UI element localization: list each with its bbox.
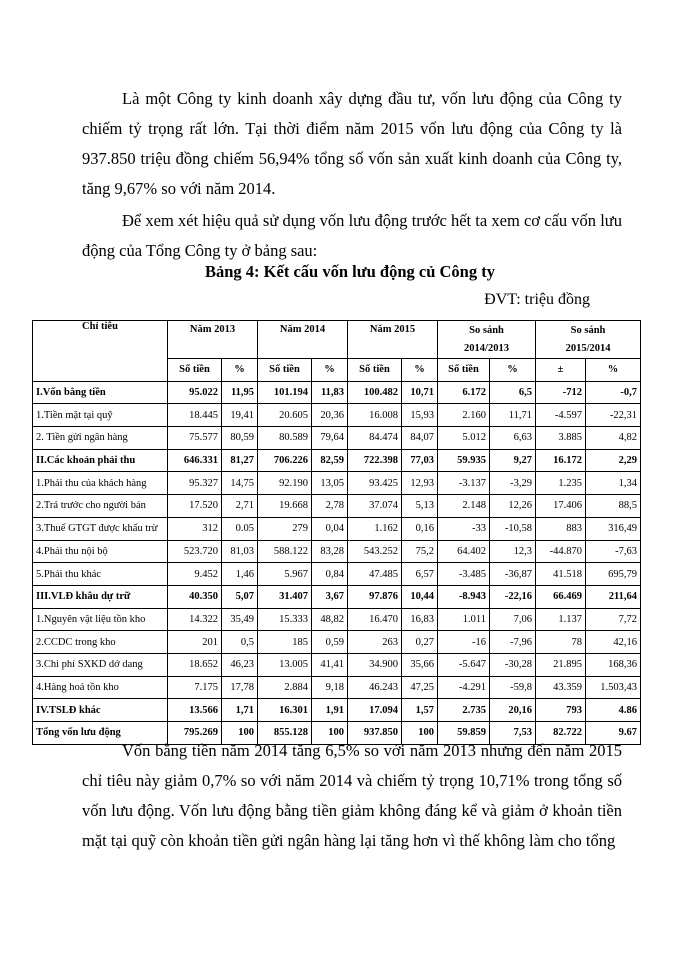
header-amount: Số tiền <box>258 359 312 382</box>
cell-value: 695,79 <box>586 563 641 586</box>
cell-value: 2.160 <box>438 404 490 427</box>
cell-value: 34.900 <box>348 653 402 676</box>
cell-value: 706.226 <box>258 449 312 472</box>
cell-value: 16,83 <box>402 608 438 631</box>
cell-value: 12,93 <box>402 472 438 495</box>
cell-value: 37.074 <box>348 495 402 518</box>
cell-value: 35,49 <box>222 608 258 631</box>
cell-value: 0,04 <box>312 517 348 540</box>
cell-value: 10,44 <box>402 585 438 608</box>
cell-value: 83,28 <box>312 540 348 563</box>
cell-value: 19.668 <box>258 495 312 518</box>
cell-value: 1.503,43 <box>586 676 641 699</box>
unit-label: ĐVT: triệu đồng <box>484 291 590 308</box>
cell-value: 722.398 <box>348 449 402 472</box>
cell-value: 5.967 <box>258 563 312 586</box>
cell-value: 41,41 <box>312 653 348 676</box>
cell-value: 18.652 <box>168 653 222 676</box>
cell-value: 9.452 <box>168 563 222 586</box>
cell-value: 18.445 <box>168 404 222 427</box>
cell-value: 17,78 <box>222 676 258 699</box>
cell-value: 84,07 <box>402 427 438 450</box>
cell-value: 1.137 <box>536 608 586 631</box>
cell-value: 75.577 <box>168 427 222 450</box>
cell-value: -36,87 <box>490 563 536 586</box>
cell-value: 12,26 <box>490 495 536 518</box>
header-percent: % <box>586 359 641 382</box>
cell-value: 81,03 <box>222 540 258 563</box>
cell-value: -4.291 <box>438 676 490 699</box>
cell-value: 17.520 <box>168 495 222 518</box>
table-row <box>33 495 641 518</box>
cell-value: 937.850 <box>348 722 402 745</box>
table-row <box>33 653 641 676</box>
row-label: 1.Nguyên vật liệu tồn kho <box>33 608 168 631</box>
cell-value: -8.943 <box>438 585 490 608</box>
header-indicator: Chỉ tiêu <box>33 321 168 382</box>
cell-value: 77,03 <box>402 449 438 472</box>
cell-value: 48,82 <box>312 608 348 631</box>
row-label: 3.Thuế GTGT được khấu trừ <box>33 517 168 540</box>
header-percent: % <box>222 359 258 382</box>
header-amount: Số tiền <box>168 359 222 382</box>
cell-value: 15,93 <box>402 404 438 427</box>
cell-value: 84.474 <box>348 427 402 450</box>
cell-value: 0,84 <box>312 563 348 586</box>
cell-value: -22,31 <box>586 404 641 427</box>
cell-value: 17.094 <box>348 699 402 722</box>
cell-value: 855.128 <box>258 722 312 745</box>
cell-value: 1.235 <box>536 472 586 495</box>
cell-value: 2,78 <box>312 495 348 518</box>
cell-value: 12,3 <box>490 540 536 563</box>
working-capital-table <box>32 320 641 745</box>
cell-value: 43.359 <box>536 676 586 699</box>
cell-value: 79,64 <box>312 427 348 450</box>
cell-value: 543.252 <box>348 540 402 563</box>
cell-value: 11,95 <box>222 381 258 404</box>
cell-value: 46.243 <box>348 676 402 699</box>
cell-value: 588.122 <box>258 540 312 563</box>
cell-value: 20,16 <box>490 699 536 722</box>
cell-value: 14.322 <box>168 608 222 631</box>
cell-value: 795.269 <box>168 722 222 745</box>
cell-value: 523.720 <box>168 540 222 563</box>
row-label: II.Các khoản phải thu <box>33 449 168 472</box>
row-label: 3.Chi phí SXKD dở dang <box>33 653 168 676</box>
cell-value: 185 <box>258 631 312 654</box>
cell-value: 279 <box>258 517 312 540</box>
cell-value: 81,27 <box>222 449 258 472</box>
cell-value: -30,28 <box>490 653 536 676</box>
cell-value: 100.482 <box>348 381 402 404</box>
cell-value: 5.012 <box>438 427 490 450</box>
cell-value: 1,91 <box>312 699 348 722</box>
cell-value: -3.137 <box>438 472 490 495</box>
table-row <box>33 404 641 427</box>
cell-value: 0.05 <box>222 517 258 540</box>
cell-value: 15.333 <box>258 608 312 631</box>
cell-value: 201 <box>168 631 222 654</box>
cell-value: 0,16 <box>402 517 438 540</box>
table-row <box>33 563 641 586</box>
cell-value: 100 <box>402 722 438 745</box>
header-amount: Số tiền <box>438 359 490 382</box>
header-plus-minus: ± <box>536 359 586 382</box>
header-year-2014: Năm 2014 <box>258 321 348 359</box>
cell-value: 100 <box>312 722 348 745</box>
cell-value: 312 <box>168 517 222 540</box>
cell-value: 46,23 <box>222 653 258 676</box>
table-row <box>33 608 641 631</box>
header-compare-2-line1: So sánh <box>570 324 606 336</box>
cell-value: 10,71 <box>402 381 438 404</box>
cell-value: 31.407 <box>258 585 312 608</box>
table-row <box>33 427 641 450</box>
cell-value: -5.647 <box>438 653 490 676</box>
table-row <box>33 449 641 472</box>
cell-value: -16 <box>438 631 490 654</box>
cell-value: 5,07 <box>222 585 258 608</box>
table-intro-paragraph: Để xem xét hiệu quả sử dụng vốn lưu động trước hết ta xem cơ cấu vốn lưu động của Tổng Công ty ở bảng sau: <box>82 211 622 260</box>
cell-value: -0,7 <box>586 381 641 404</box>
cell-value: 13.566 <box>168 699 222 722</box>
cell-value: 42,16 <box>586 631 641 654</box>
cell-value: 78 <box>536 631 586 654</box>
cell-value: 3,67 <box>312 585 348 608</box>
cell-value: 17.406 <box>536 495 586 518</box>
cell-value: 95.327 <box>168 472 222 495</box>
cell-value: 3.885 <box>536 427 586 450</box>
cell-value: 92.190 <box>258 472 312 495</box>
cell-value: -22,16 <box>490 585 536 608</box>
cell-value: 11,83 <box>312 381 348 404</box>
cell-value: 0,59 <box>312 631 348 654</box>
cell-value: 9.67 <box>586 722 641 745</box>
cell-value: 35,66 <box>402 653 438 676</box>
row-label: 2.Trả trước cho người bán <box>33 495 168 518</box>
header-year-2015: Năm 2015 <box>348 321 438 359</box>
cell-value: -3.485 <box>438 563 490 586</box>
cell-value: 2,29 <box>586 449 641 472</box>
cell-value: 9,27 <box>490 449 536 472</box>
cell-value: 7,06 <box>490 608 536 631</box>
cell-value: 2.884 <box>258 676 312 699</box>
cell-value: 14,75 <box>222 472 258 495</box>
cell-value: 316,49 <box>586 517 641 540</box>
header-compare-2-line2: 2015/2014 <box>565 342 611 354</box>
cell-value: 0,27 <box>402 631 438 654</box>
cell-value: 75,2 <box>402 540 438 563</box>
cell-value: 4,82 <box>586 427 641 450</box>
cell-value: -44.870 <box>536 540 586 563</box>
row-label: Tổng vốn lưu động <box>33 722 168 745</box>
header-compare-1-line1: So sánh <box>469 324 504 336</box>
cell-value: 0,5 <box>222 631 258 654</box>
row-label: IV.TSLĐ khác <box>33 699 168 722</box>
cell-value: 20,36 <box>312 404 348 427</box>
header-percent: % <box>402 359 438 382</box>
cell-value: 13,05 <box>312 472 348 495</box>
table-row <box>33 585 641 608</box>
cell-value: 59.859 <box>438 722 490 745</box>
cell-value: 883 <box>536 517 586 540</box>
cell-value: 1,57 <box>402 699 438 722</box>
table-body <box>33 381 641 744</box>
cell-value: 16.301 <box>258 699 312 722</box>
cell-value: 1.162 <box>348 517 402 540</box>
row-label: III.VLĐ khâu dự trữ <box>33 585 168 608</box>
table-row <box>33 631 641 654</box>
cell-value: 263 <box>348 631 402 654</box>
cell-value: 16.008 <box>348 404 402 427</box>
cell-value: 7.175 <box>168 676 222 699</box>
cell-value: -7,63 <box>586 540 641 563</box>
cell-value: 82,59 <box>312 449 348 472</box>
row-label: 2. Tiền gửi ngân hàng <box>33 427 168 450</box>
row-label: 1.Tiền mặt tại quỹ <box>33 404 168 427</box>
cell-value: 47.485 <box>348 563 402 586</box>
cell-value: -4.597 <box>536 404 586 427</box>
cell-value: 4.86 <box>586 699 641 722</box>
cell-value: -3,29 <box>490 472 536 495</box>
cell-value: -7,96 <box>490 631 536 654</box>
cell-value: 5,13 <box>402 495 438 518</box>
header-year-2013: Năm 2013 <box>168 321 258 359</box>
cell-value: 1.011 <box>438 608 490 631</box>
cell-value: 47,25 <box>402 676 438 699</box>
cell-value: 66.469 <box>536 585 586 608</box>
cell-value: 100 <box>222 722 258 745</box>
cell-value: 16.172 <box>536 449 586 472</box>
cell-value: 6,5 <box>490 381 536 404</box>
cell-value: 6,63 <box>490 427 536 450</box>
cell-value: 40.350 <box>168 585 222 608</box>
cell-value: 41.518 <box>536 563 586 586</box>
cell-value: 21.895 <box>536 653 586 676</box>
cell-value: 59.935 <box>438 449 490 472</box>
cell-value: 16.470 <box>348 608 402 631</box>
row-label: 1.Phải thu của khách hàng <box>33 472 168 495</box>
cell-value: 93.425 <box>348 472 402 495</box>
cell-value: 646.331 <box>168 449 222 472</box>
cell-value: -33 <box>438 517 490 540</box>
analysis-paragraph: Vốn bằng tiền năm 2014 tăng 6,5% so với năm 2013 nhưng đến năm 2015 chỉ tiêu này giảm 0,7% so với năm 2014 và chiếm tỷ trọng 10,71% trong tổng số vốn lưu động. Vốn lưu động bằng tiền giảm không đáng kể và giảm ở khoản tiền mặt tại quỹ còn khoản tiền gửi ngân hàng lại tăng hơn vì thế không làm cho tổng <box>82 741 622 850</box>
cell-value: -10,58 <box>490 517 536 540</box>
header-compare-1-line2: 2014/2013 <box>464 342 509 354</box>
cell-value: 80.589 <box>258 427 312 450</box>
cell-value: 80,59 <box>222 427 258 450</box>
table-row <box>33 699 641 722</box>
table-caption: Bảng 4: Kết cấu vốn lưu động củ Công ty <box>205 262 495 281</box>
cell-value: 7,72 <box>586 608 641 631</box>
cell-value: 6.172 <box>438 381 490 404</box>
row-label: 2.CCDC trong kho <box>33 631 168 654</box>
row-label: 4.Phải thu nội bộ <box>33 540 168 563</box>
header-percent: % <box>490 359 536 382</box>
cell-value: -59,8 <box>490 676 536 699</box>
cell-value: 19,41 <box>222 404 258 427</box>
cell-value: 20.605 <box>258 404 312 427</box>
header-compare-2014-2013 <box>438 321 536 359</box>
header-percent: % <box>312 359 348 382</box>
cell-value: 64.402 <box>438 540 490 563</box>
cell-value: 88,5 <box>586 495 641 518</box>
cell-value: 82.722 <box>536 722 586 745</box>
table-row <box>33 676 641 699</box>
cell-value: 97.876 <box>348 585 402 608</box>
table-row <box>33 472 641 495</box>
cell-value: 101.194 <box>258 381 312 404</box>
cell-value: 2.148 <box>438 495 490 518</box>
cell-value: 793 <box>536 699 586 722</box>
table-row <box>33 381 641 404</box>
cell-value: 95.022 <box>168 381 222 404</box>
cell-value: 1,71 <box>222 699 258 722</box>
header-compare-2015-2014 <box>536 321 641 359</box>
row-label: I.Vốn bằng tiền <box>33 381 168 404</box>
cell-value: 1,46 <box>222 563 258 586</box>
header-amount: Số tiền <box>348 359 402 382</box>
cell-value: 2,71 <box>222 495 258 518</box>
row-label: 5.Phải thu khác <box>33 563 168 586</box>
row-label: 4.Hàng hoá tồn kho <box>33 676 168 699</box>
cell-value: 211,64 <box>586 585 641 608</box>
table-row <box>33 517 641 540</box>
cell-value: 13.005 <box>258 653 312 676</box>
intro-paragraph: Là một Công ty kinh doanh xây dựng đầu tư, vốn lưu động của Công ty chiếm tỷ trọng rất lớn. Tại thời điểm năm 2015 vốn lưu động của Công ty là 937.850 triệu đồng chiếm 56,94% tổng số vốn sản xuất kinh doanh của Công ty, tăng 9,67% so với năm 2014. <box>82 89 622 198</box>
cell-value: 6,57 <box>402 563 438 586</box>
cell-value: -712 <box>536 381 586 404</box>
cell-value: 2.735 <box>438 699 490 722</box>
cell-value: 1,34 <box>586 472 641 495</box>
cell-value: 168,36 <box>586 653 641 676</box>
cell-value: 7,53 <box>490 722 536 745</box>
cell-value: 9,18 <box>312 676 348 699</box>
table-row <box>33 540 641 563</box>
cell-value: 11,71 <box>490 404 536 427</box>
